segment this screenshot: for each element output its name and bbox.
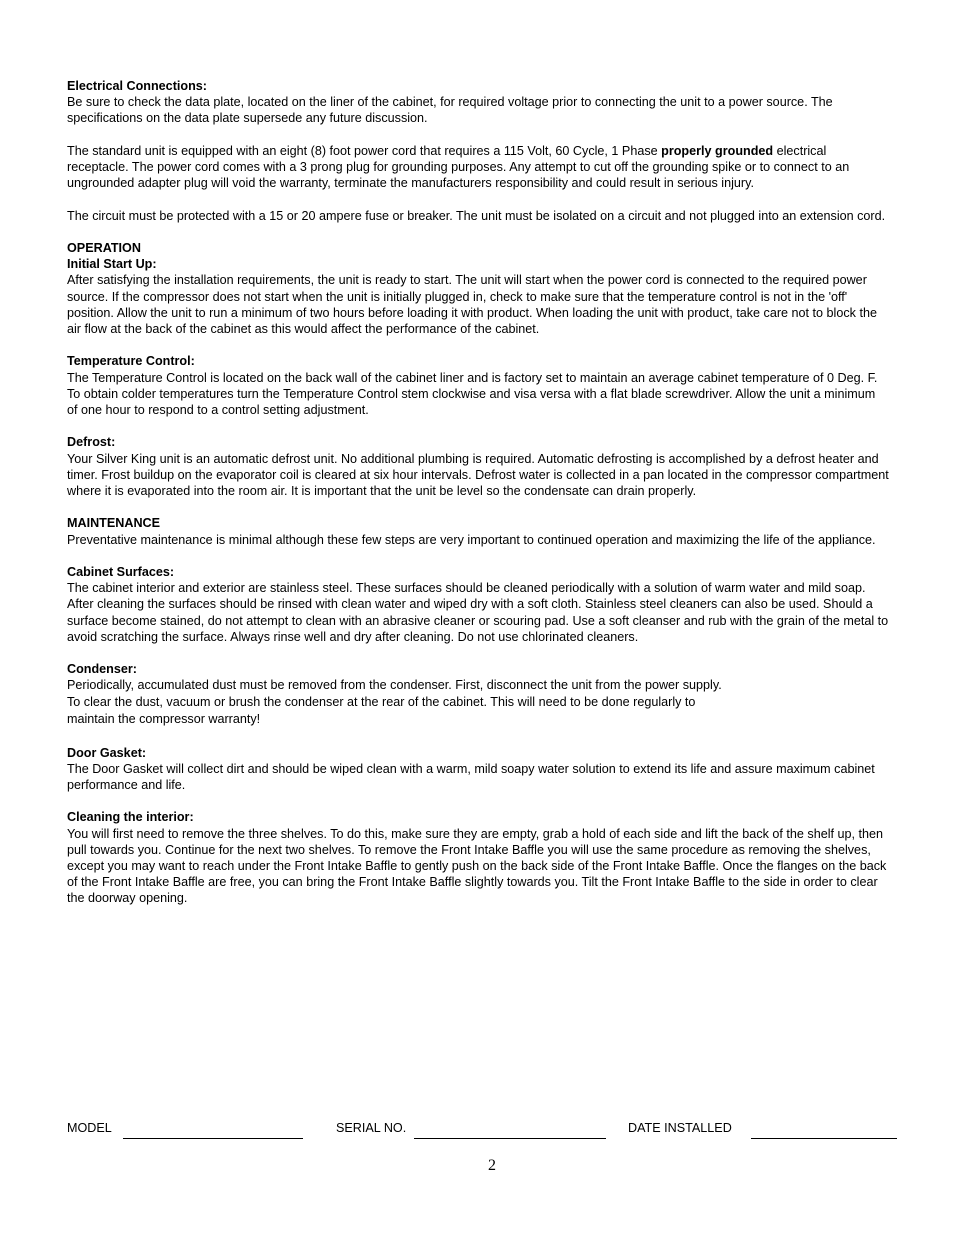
model-blank-line <box>123 1138 303 1139</box>
maintenance-heading: MAINTENANCE <box>67 516 161 531</box>
condenser-text: Periodically, accumulated dust must be removed from the condenser. First, disconnect the unit from the power supply. To clear the dust, vacuum or brush the condenser at the rear of the cabinet. This will need to be done regularly to maintain the compressor warranty! <box>67 678 722 727</box>
operation-heading: OPERATION <box>67 240 141 255</box>
electrical-p2-end: electrical receptacle. The power cord comes with a 3 prong plug for grounding purposes. Any attempt to cut off the grounding spike or to connect to an ungrounded adapter plug will void the warranty, terminate the manufacturers responsibility and could result in serious injury. <box>67 143 850 191</box>
date-installed-label: DATE INSTALLED <box>628 1121 732 1135</box>
electrical-paragraph-3: The circuit must be protected with a 15 or 20 ampere fuse or breaker. The unit must be isolated on a circuit and not plugged into an extension cord. <box>67 208 886 223</box>
electrical-heading: Electrical Connections: <box>67 79 207 93</box>
gasket-section <box>67 745 889 794</box>
startup-heading: Initial Start Up: <box>67 257 157 272</box>
document-body <box>67 78 889 923</box>
gasket-text: The Door Gasket will collect dirt and should be wiped clean with a warm, mild soapy water solution to extend its life and assure maximum cabinet performance and life. <box>67 761 875 792</box>
model-label: MODEL <box>67 1121 112 1135</box>
date-installed-blank-line <box>751 1138 897 1139</box>
defrost-heading: Defrost: <box>67 435 116 450</box>
electrical-p2-start: The standard unit is equipped with an eight (8) foot power cord that requires a 115 Volt, 60 Cycle, 1 Phase <box>67 143 662 158</box>
temperature-text: The Temperature Control is located on the back wall of the cabinet liner and is factory set to maintain an average cabinet temperature of 0 Deg. F. To obtain colder temperatures turn the Temperature Control stem clockwise and visa versa with a flat blade screwdriver. Allow the unit a minimum of one hour to respond to a control setting adjustment. <box>67 370 878 417</box>
startup-text: After satisfying the installation requirements, the unit is ready to start. The unit will start when the power cord is connected to the required power source. If the compressor does not start when the unit is initially plugged in, check to make sure that the temperature control is not in the 'off' position. Allow the unit to run a minimum of two hours before loading it with product. When loading the unit with product, take care not to block the air flow at the back of the cabinet as this would affect the performance of the cabinet. <box>67 273 877 336</box>
serial-blank-line <box>414 1138 606 1139</box>
electrical-paragraph-1: Be sure to check the data plate, located on the liner of the cabinet, for required voltage prior to connecting the unit to a power source. The specifications on the data plate supersede any future discussion. <box>67 95 833 126</box>
page-number: 2 <box>488 1157 496 1174</box>
temperature-section <box>67 353 889 418</box>
maintenance-section <box>67 515 889 547</box>
maintenance-text: Preventative maintenance is minimal although these few steps are very important to continued operation and maximizing the life of the appliance. <box>67 532 876 547</box>
electrical-p2-bold: properly grounded <box>661 143 774 158</box>
interior-text: You will first need to remove the three shelves. To do this, make sure they are empty, grab a hold of each side and lift the back of the shelf up, then pull towards you. Continue for the next two shelves. To remove the Front Intake Baffle you will use the same procedure as removing the shelves, except you may want to reach under the Front Intake Baffle to gently push on the back side of the Front Intake Baffle. Once the flanges on the back of the Front Intake Baffle are free, you can bring the Front Intake Baffle slightly towards you. Tilt the Front Intake Baffle to the side in order to clear the doorway opening. <box>67 826 887 906</box>
operation-section <box>67 240 889 337</box>
condenser-heading: Condenser: <box>67 662 137 677</box>
temperature-heading: Temperature Control: <box>67 354 195 369</box>
cabinet-heading: Cabinet Surfaces: <box>67 564 175 579</box>
install-record-footer <box>67 1121 899 1141</box>
cabinet-section <box>67 564 889 645</box>
electrical-section <box>67 78 889 224</box>
interior-heading: Cleaning the interior: <box>67 810 194 825</box>
condenser-section <box>67 661 889 728</box>
gasket-heading: Door Gasket: <box>67 745 147 760</box>
electrical-paragraph-2 <box>67 143 889 192</box>
defrost-section <box>67 434 889 499</box>
defrost-text: Your Silver King unit is an automatic defrost unit. No additional plumbing is required. Automatic defrosting is accomplished by a defrost heater and timer. Frost buildup on the evaporator coil is cleared at six hour intervals. Defrost water is collected in a pan located in the compressor compartment where it is evaporated into the room air. It is important that the unit be level so the condensate can drain properly. <box>67 451 889 498</box>
interior-section <box>67 809 889 906</box>
serial-label: SERIAL NO. <box>336 1121 407 1135</box>
cabinet-text: The cabinet interior and exterior are stainless steel. These surfaces should be cleaned periodically with a solution of warm water and mild soap. After cleaning the surfaces should be rinsed with clean water and wiped dry with a soft cloth. Stainless steel cleaners can also be used. Should a surface become stained, do not attempt to clean with an abrasive cleaner or scouring pad. Use a soft cleanser and rub with the grain of the metal to avoid scratching the surface. Always rinse well and dry after cleaning. Do not use chlorinated cleaners. <box>67 581 889 644</box>
